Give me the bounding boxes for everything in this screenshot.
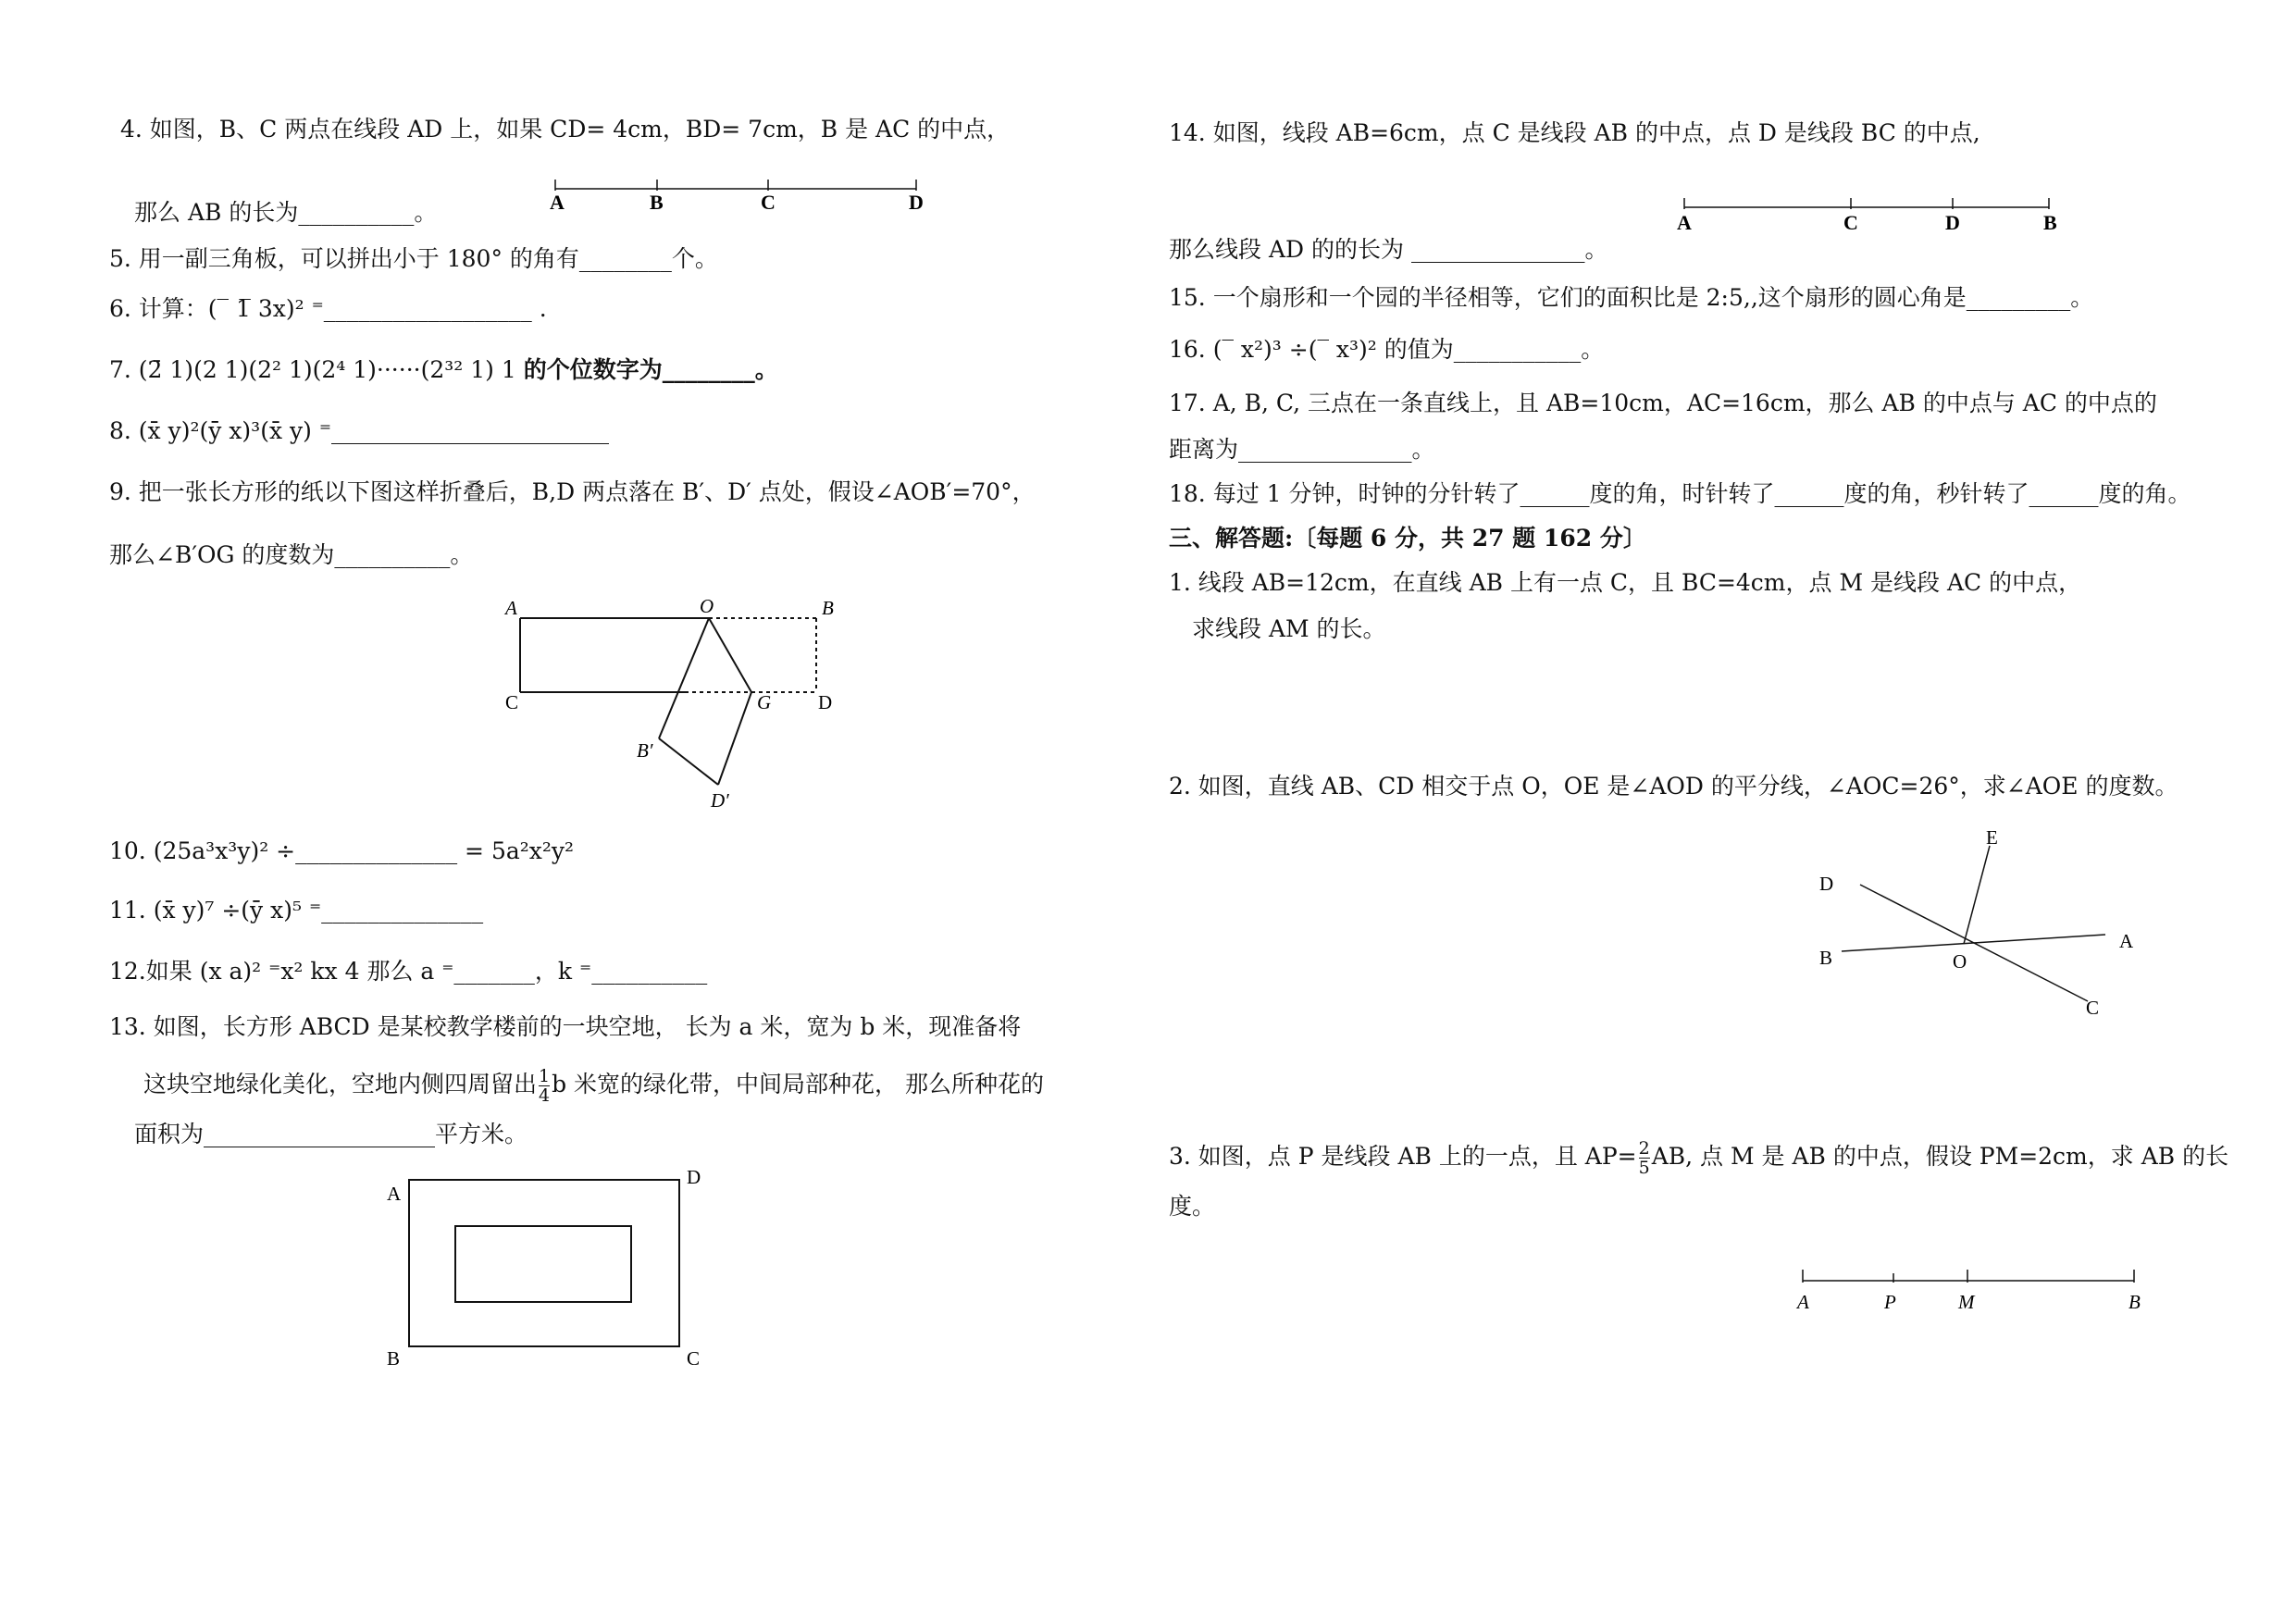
- q17-line2: 距离为_______________。: [1169, 436, 1435, 463]
- s2-label-d: D: [1819, 873, 1834, 895]
- q13-fraction: [539, 1067, 550, 1105]
- q15: 15. 一个扇形和一个园的半径相等，它们的面积比是 2:5,,这个扇形的圆心角是_________。: [1169, 284, 2094, 311]
- s3-fraction: [1639, 1139, 1650, 1177]
- s1-line1: 1. 线段 AB=12cm，在直线 AB 上有一点 C，且 BC=4cm，点 M 是线段 AC 的中点，: [1169, 569, 2082, 596]
- q4-label-b: B: [650, 191, 664, 214]
- s2-angle-figure: [1805, 824, 2147, 1027]
- q10: 10. (25a³x³y)² ÷______________ = 5a²x²y²: [109, 837, 575, 864]
- q9-label-b-prime: B′: [637, 739, 653, 762]
- q6: 6. 计算：(‾ 1̅ 3x)² ⁼__________________ .: [109, 295, 547, 322]
- q13-fraction-numerator: 1: [539, 1066, 551, 1086]
- q7: [109, 355, 778, 385]
- s3-line1-start: 3. 如图，点 P 是线段 AB 上的一点，且 AP=: [1169, 1143, 1637, 1170]
- q9-line2: 那么∠B′OG 的度数为__________。: [109, 541, 474, 568]
- q4-label-d: D: [909, 191, 924, 214]
- q13-line2-end: b 米宽的绿化带，中间局部种花， 那么所种花的: [552, 1071, 1045, 1097]
- q13-line1: 13. 如图，长方形 ABCD 是某校教学楼前的一块空地， 长为 a 米，宽为 b 米，现准备将: [109, 1013, 1022, 1040]
- q14-line2: 那么线段 AD 的的长为 _______________。: [1169, 236, 1608, 263]
- q13-line3: 面积为____________________平方米。: [134, 1121, 528, 1147]
- s3-segment-figure: [1786, 1260, 2156, 1316]
- q9-fold-figure: [500, 592, 851, 814]
- q5: 5. 用一副三角板，可以拼出小于 180° 的角有________个。: [109, 245, 718, 272]
- q13-rectangle-figure: [379, 1161, 713, 1374]
- s3-line1: [1169, 1129, 2228, 1184]
- q13-label-d: D: [687, 1166, 701, 1188]
- q17-line1: 17. A, B, C, 三点在一条直线上，且 AB=10cm，AC=16cm，那么 AB 的中点与 AC 的中点的: [1169, 390, 2157, 416]
- q4-segment-figure: [546, 170, 935, 217]
- q13-label-c: C: [687, 1347, 701, 1370]
- s3-label-p: P: [1884, 1291, 1896, 1313]
- q9-label-b: B: [822, 597, 834, 619]
- s2-label-b: B: [1819, 947, 1833, 969]
- s2-label-a: A: [2119, 930, 2134, 952]
- q13-fraction-denominator: 4: [539, 1085, 551, 1106]
- q14-label-d: D: [1945, 211, 1960, 234]
- s3-line2: 度。: [1169, 1193, 1216, 1220]
- q9-label-o: O: [700, 595, 714, 617]
- q14-label-b: B: [2043, 211, 2057, 234]
- q13-line2: [143, 1057, 1044, 1112]
- s3-fraction-numerator: 2: [1638, 1138, 1650, 1159]
- section-three-heading: 三、解答题:〔每题 6 分，共 27 题 162 分〕: [1169, 525, 1646, 552]
- q9-label-c: C: [505, 691, 519, 713]
- q14-line1: 14. 如图，线段 AB=6cm，点 C 是线段 AB 的中点，点 D 是线段 BC 的中点,: [1169, 119, 1980, 146]
- q8: 8. (x̄ y)²(ȳ x)³(x̄ y) ⁼________________________: [109, 417, 610, 444]
- s2-line1: 2. 如图，直线 AB、CD 相交于点 O，OE 是∠AOD 的平分线，∠AOC=26°，求∠AOE 的度数。: [1169, 773, 2178, 800]
- q9-label-a: A: [505, 597, 517, 619]
- s3-label-a: A: [1797, 1291, 1809, 1313]
- q7-formula: 7. (2̄ 1)(2 1)(2² 1)(2⁴ 1)······(2³² 1) 1: [109, 356, 516, 383]
- s3-label-m: M: [1958, 1291, 1975, 1313]
- q13-line2-start: 这块空地绿化美化，空地内侧四周留出: [143, 1071, 538, 1097]
- s2-label-e: E: [1986, 826, 1998, 849]
- q9-label-g: G: [757, 691, 772, 713]
- s3-line1-end: AB, 点 M 是 AB 的中点，假设 PM=2cm，求 AB 的长: [1651, 1143, 2229, 1170]
- q4-label-c: C: [761, 191, 776, 214]
- q12: 12.如果 (x a)² ⁼x² kx 4 那么 a ⁼_______，k ⁼__________: [109, 958, 708, 985]
- s3-fraction-denominator: 5: [1638, 1158, 1650, 1178]
- q7-tail: 的个位数字为________。: [523, 356, 778, 383]
- q4-line2: 那么 AB 的长为__________。: [134, 199, 438, 226]
- s3-label-b: B: [2128, 1291, 2141, 1313]
- q4-label-a: A: [550, 191, 565, 214]
- q9-label-d: D: [818, 691, 833, 713]
- q9-line1: 9. 把一张长方形的纸以下图这样折叠后，B,D 两点落在 B′、D′ 点处，假设∠AOB′=70°，: [109, 478, 1036, 505]
- q11: 11. (x̄ y)⁷ ÷(ȳ x)⁵ ⁼______________: [109, 897, 484, 924]
- q16: 16. (‾ x²)³ ÷(‾ x³)² 的值为___________。: [1169, 336, 1605, 363]
- q14-label-a: A: [1677, 211, 1692, 234]
- s2-label-o: O: [1953, 950, 1967, 973]
- q14-label-c: C: [1843, 211, 1858, 234]
- s1-line2: 求线段 AM 的长。: [1192, 615, 1386, 642]
- q18: 18. 每过 1 分钟，时钟的分针转了______度的角，时针转了______度的角，秒针转了______度的角。: [1169, 480, 2191, 507]
- q14-segment-figure: [1666, 187, 2073, 235]
- s2-label-c: C: [2086, 997, 2100, 1019]
- q13-label-a: A: [387, 1183, 402, 1205]
- q13-label-b: B: [387, 1347, 401, 1370]
- q4-line1: 4. 如图，B、C 两点在线段 AD 上，如果 CD= 4cm，BD= 7cm，B 是 AC 的中点，: [120, 116, 1011, 143]
- q9-label-d-prime: D′: [711, 789, 729, 812]
